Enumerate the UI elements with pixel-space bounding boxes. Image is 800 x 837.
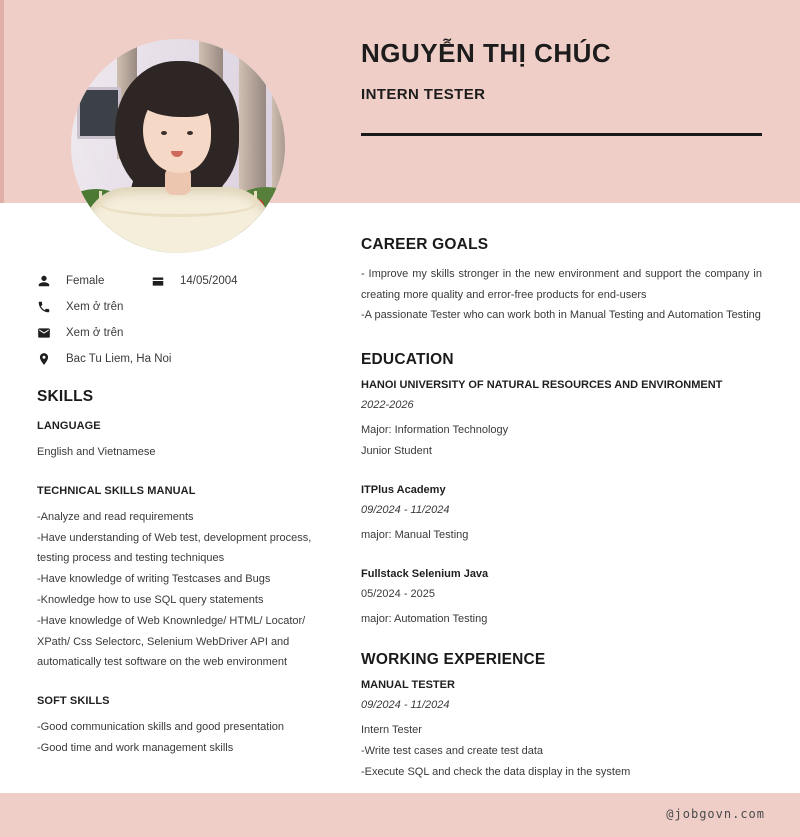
calendar-icon [151,274,165,288]
skills-group-title: TECHNICAL SKILLS MANUAL [37,484,196,497]
skill-line: -Have knowledge of Web Knownledge/ HTML/ Locator/ XPath/ Css Selectorc, Selenium WebDriver API and automatically test software on the web environment [37,614,306,669]
skill-line: -Good time and work management skills [37,741,234,754]
education-entry-line: Major: Information Technology [361,424,509,437]
candidate-name: NGUYỄN THỊ CHÚC [361,38,612,68]
career-goals-paragraph: -A passionate Tester who can work both in Manual Testing and Automation Testing [361,309,761,322]
contact-row-email [37,320,329,346]
education-entry-period: 2022-2026 [361,399,414,412]
education-heading: EDUCATION [361,351,454,369]
skill-line: -Have understanding of Web test, development process, testing process and testing techniques [37,531,312,565]
email-value: Xem ở trên [66,327,124,339]
education-entry [361,568,762,630]
right-column [361,236,762,805]
experience-entry-line: Intern Tester [361,724,422,737]
experience-entry [361,679,762,782]
birthdate-value: 14/05/2004 [180,275,238,287]
skill-line: English and Vietnamese [37,446,156,458]
person-icon [37,274,51,288]
gender-value: Female [66,275,105,287]
education-entry-period: 05/2024 - 2025 [361,587,436,600]
skills-group-title: LANGUAGE [37,420,101,432]
phone-icon [37,300,51,314]
skill-line: -Good communication skills and good presentation [37,721,285,734]
footer-band [0,793,800,837]
profile-photo [71,39,285,253]
candidate-job-title: INTERN TESTER [361,86,486,103]
career-goals-heading: CAREER GOALS [361,236,489,253]
left-column [37,268,329,759]
contact-row-phone [37,294,329,320]
skill-line: -Have knowledge of writing Testcases and Bugs [37,573,271,586]
header-left-edge [0,0,4,203]
career-goals-paragraph: - Improve my skills stronger in the new environment and support the company in creating more quality and error-free products for end-users [361,268,762,301]
experience-entry-title: MANUAL TESTER [361,679,455,692]
experience-entry-period: 09/2024 - 11/2024 [361,699,450,712]
education-entry-title: ITPlus Academy [361,483,446,496]
education-entry-line: major: Automation Testing [361,612,488,625]
watermark-text: @jobgovn.com [666,807,765,821]
experience-entry-line: -Execute SQL and check the data display in the system [361,765,631,778]
phone-value: Xem ở trên [66,301,124,313]
location-icon [37,352,51,366]
education-entry [361,484,762,546]
education-entry-title: Fullstack Selenium Java [361,567,489,580]
skill-line: -Analyze and read requirements [37,510,194,523]
education-entry-line: major: Manual Testing [361,528,469,541]
education-entry-period: 09/2024 - 11/2024 [361,503,450,516]
header-divider [361,133,762,136]
contact-row-address [37,346,329,372]
skill-line: -Knowledge how to use SQL query statements [37,593,264,606]
education-entry [361,379,762,462]
photo-eye [187,131,193,135]
photo-eye [161,131,167,135]
skills-heading: SKILLS [37,388,94,405]
experience-heading: WORKING EXPERIENCE [361,651,546,669]
skills-group-title: SOFT SKILLS [37,695,110,708]
email-icon [37,326,51,340]
education-entry-title: HANOI UNIVERSITY OF NATURAL RESOURCES AND ENVIRONMENT [361,379,723,392]
address-value: Bac Tu Liem, Ha Noi [66,353,172,365]
education-entry-line: Junior Student [361,444,432,457]
contact-row-gender-birthdate [37,268,329,294]
experience-entry-line: -Write test cases and create test data [361,745,543,758]
